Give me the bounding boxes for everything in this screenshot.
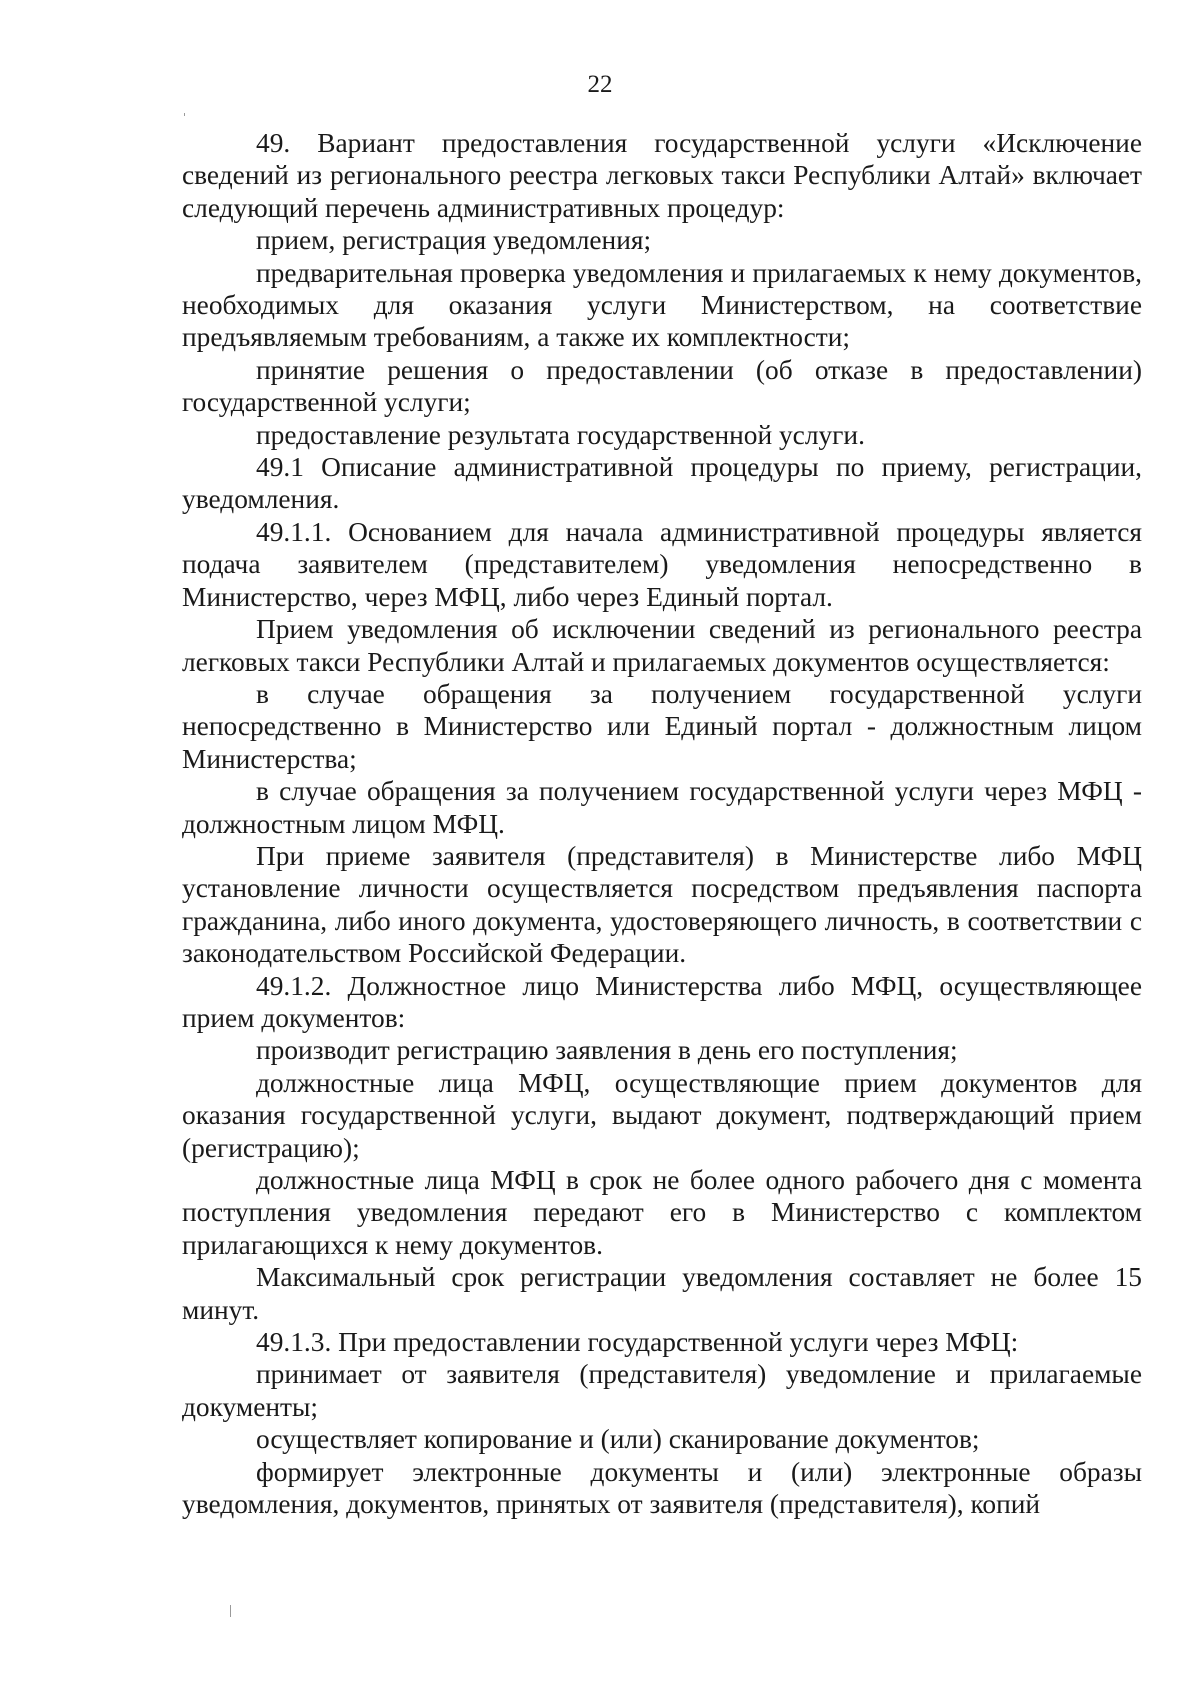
- page-number: 22: [587, 71, 613, 98]
- paragraph: Прием уведомления об исключении сведений из регионального реестра легковых такси Республики Алтай и прилагаемых документов осуществляется:: [182, 614, 1142, 677]
- paragraph: принятие решения о предоставлении (об отказе в предоставлении) государственной услуги;: [182, 354, 1142, 418]
- scan-speck: [184, 113, 185, 116]
- paragraph: 49. Вариант предоставления государственной услуги «Исключение сведений из регионального реестра легковых такси Республики Алтай» включает следующий перечень административных процедур:: [182, 128, 1142, 223]
- paragraph: прием, регистрация уведомления;: [256, 225, 652, 256]
- paragraph: должностные лица МФЦ, осуществляющие прием документов для оказания государственной услуги, выдают документ, подтверждающий прием (регистрацию);: [182, 1067, 1142, 1163]
- document-body: [182, 127, 1142, 1520]
- paragraph: предварительная проверка уведомления и прилагаемых к нему документов, необходимых для оказания услуги Министерством, на соответствие предъявляемым требованиям, а также их комплектности;: [182, 257, 1142, 353]
- paragraph: 49.1.3. При предоставлении государственной услуги через МФЦ:: [256, 1327, 1019, 1358]
- paragraph: осуществляет копирование и (или) сканирование документов;: [256, 1424, 980, 1455]
- paragraph: производит регистрацию заявления в день его поступления;: [256, 1035, 958, 1066]
- paragraph: 49.1.1. Основанием для начала административной процедуры является подача заявителем (представителем) уведомления непосредственно в Министерство, через МФЦ, либо через Единый портал.: [182, 516, 1142, 612]
- paragraph: 49.1.2. Должностное лицо Министерства либо МФЦ, осуществляющее прием документов:: [182, 970, 1142, 1033]
- paragraph: принимает от заявителя (представителя) уведомление и прилагаемые документы;: [182, 1359, 1142, 1422]
- scan-speck: [230, 1605, 231, 1617]
- paragraph: предоставление результата государственной услуги.: [256, 419, 865, 450]
- paragraph: Максимальный срок регистрации уведомления составляет не более 15 минут.: [182, 1262, 1142, 1325]
- paragraph: 49.1 Описание административной процедуры по приему, регистрации, уведомления.: [182, 452, 1142, 515]
- paragraph: в случае обращения за получением государственной услуги непосредственно в Министерство или Единый портал - должностным лицом Министерства;: [182, 678, 1142, 774]
- paragraph: При приеме заявителя (представителя) в Министерстве либо МФЦ установление личности осуществляется посредством предъявления паспорта гражданина, либо иного документа, удостоверяющего личность, в соответствии с законодательством Российской Федерации.: [182, 840, 1142, 969]
- paragraph: должностные лица МФЦ в срок не более одного рабочего дня с момента поступления уведомления передают его в Министерство с комплектом прилагающихся к нему документов.: [182, 1165, 1142, 1260]
- paragraph: формирует электронные документы и (или) электронные образы уведомления, документов, принятых от заявителя (представителя), копий: [182, 1456, 1142, 1520]
- paragraph: в случае обращения за получением государственной услуги через МФЦ - должностным лицом МФЦ.: [182, 776, 1142, 839]
